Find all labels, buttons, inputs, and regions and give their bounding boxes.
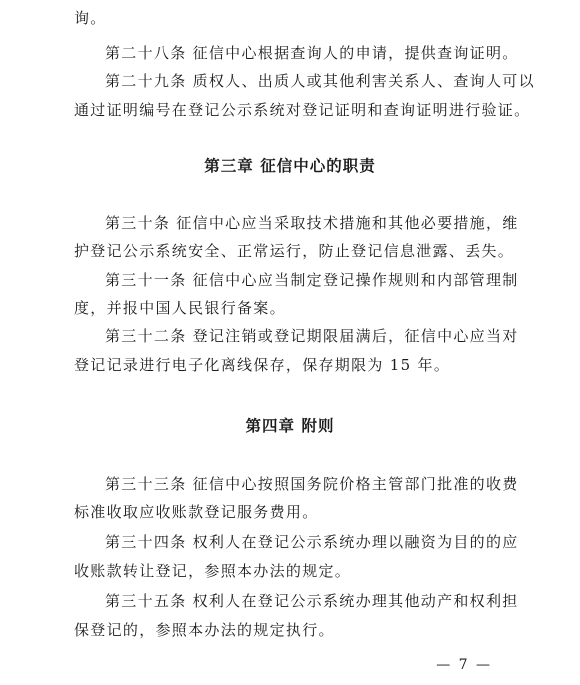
article-line: 第三十二条 登记注销或登记期限届满后，征信中心应当对 <box>105 327 519 345</box>
article-continuation-line: 标准收取应收账款登记服务费用。 <box>74 503 319 521</box>
article-continuation-line: 收账款转让登记，参照本办法的规定。 <box>74 562 352 580</box>
article-line: 第二十九条 质权人、出质人或其他利害关系人、查询人可以 <box>105 72 535 90</box>
article-continuation-line: 询。 <box>74 9 107 27</box>
page-number: — 7 — <box>436 657 492 673</box>
article-continuation-line: 登记记录进行电子化离线保存，保存期限为 15 年。 <box>74 356 451 374</box>
article-line: 第三十三条 征信中心按照国务院价格主管部门批准的收费 <box>105 475 519 493</box>
article-line: 第二十八条 征信中心根据查询人的申请，提供查询证明。 <box>105 44 519 62</box>
article-line: 第三十五条 权利人在登记公示系统办理其他动产和权利担 <box>105 592 519 610</box>
article-line: 第三十条 征信中心应当采取技术措施和其他必要措施，维 <box>105 214 519 232</box>
article-line: 第三十四条 权利人在登记公示系统办理以融资为目的的应 <box>105 533 519 551</box>
article-continuation-line: 护登记公示系统安全、正常运行，防止登记信息泄露、丢失。 <box>74 242 515 260</box>
article-continuation-line: 保登记的，参照本办法的规定执行。 <box>74 621 335 639</box>
article-continuation-line: 通过证明编号在登记公示系统对登记证明和查询证明进行验证。 <box>74 101 531 119</box>
article-line: 第三十一条 征信中心应当制定登记操作规则和内部管理制 <box>105 271 519 289</box>
chapter-heading: 第三章 征信中心的职责 <box>204 156 376 175</box>
article-continuation-line: 度，并报中国人民银行备案。 <box>74 299 286 317</box>
chapter-heading: 第四章 附则 <box>245 416 335 435</box>
